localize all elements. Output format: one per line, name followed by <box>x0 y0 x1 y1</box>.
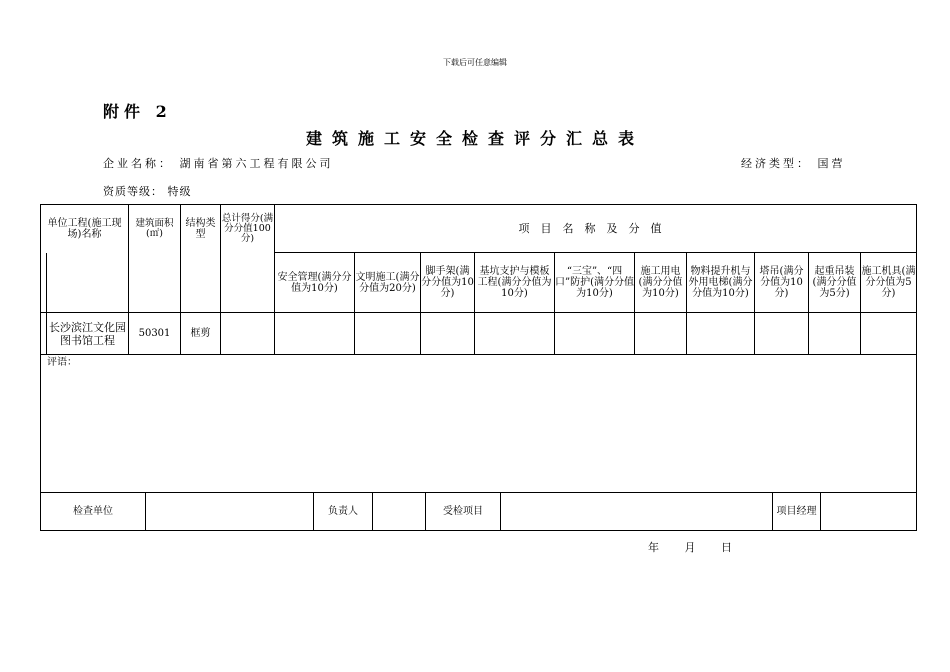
attachment-label: 附件 2 <box>103 102 172 121</box>
score-cell <box>687 313 755 355</box>
unit-name-header: 单位工程(施工现场)名称 <box>41 205 129 253</box>
qualification-line <box>103 183 192 199</box>
area-cell: 50301 <box>129 313 181 355</box>
economic-type-line <box>741 155 846 171</box>
enterprise-line <box>103 155 334 171</box>
item-header-tower-crane: 塔吊(满分分值为10分) <box>755 253 809 313</box>
summary-table <box>40 204 917 493</box>
item-header-row <box>41 253 917 313</box>
inspected-project-value <box>501 493 773 531</box>
score-cell <box>475 313 555 355</box>
inspected-project-label: 受检项目 <box>426 493 501 531</box>
empty-cell <box>129 253 181 313</box>
qualification-label: 资质等级： <box>103 185 163 198</box>
score-cell <box>755 313 809 355</box>
comment-label: 评语： <box>41 355 917 493</box>
item-header-machinery: 施工机具(满分分值为5分) <box>861 253 917 313</box>
empty-cell <box>47 253 129 313</box>
signature-row <box>41 493 917 531</box>
score-cell <box>355 313 421 355</box>
signature-table <box>40 492 917 531</box>
date-line: 年 月 日 <box>648 541 732 554</box>
economic-type-value: 国营 <box>817 157 846 170</box>
item-header-electricity: 施工用电(满分分值为10分) <box>635 253 687 313</box>
download-note: 下载后可任意编辑 <box>443 58 507 67</box>
responsible-value <box>373 493 426 531</box>
qualification-value: 特级 <box>167 185 192 198</box>
total-score-header: 总计得分(满分分值100分) <box>221 205 275 253</box>
project-items-header: 项目名称及分值 <box>275 205 917 253</box>
inspect-unit-label: 检查单位 <box>41 493 146 531</box>
project-manager-value <box>821 493 917 531</box>
item-header-scaffold: 脚手架(满分分值为10分) <box>421 253 475 313</box>
project-manager-label: 项目经理 <box>773 493 821 531</box>
enterprise-label: 企业名称： <box>103 157 173 170</box>
score-cell <box>861 313 917 355</box>
item-header-protection: “三宝”、“四口”防护(满分分值为10分) <box>555 253 635 313</box>
unit-name-cell: 长沙滨江文化园图书馆工程 <box>47 313 129 355</box>
item-header-hoist: 物料提升机与外用电梯(满分分值为10分) <box>687 253 755 313</box>
page-title: 建筑施工安全检查评分汇总表 <box>305 129 644 148</box>
total-score-cell <box>221 313 275 355</box>
economic-type-label: 经济类型： <box>741 157 811 170</box>
inspect-unit-value <box>146 493 314 531</box>
score-cell <box>275 313 355 355</box>
item-header-safety-mgmt: 安全管理(满分分值为10分) <box>275 253 355 313</box>
structure-header: 结构类型 <box>181 205 221 253</box>
score-cell <box>635 313 687 355</box>
responsible-label: 负责人 <box>314 493 373 531</box>
score-cell <box>555 313 635 355</box>
structure-cell: 框剪 <box>181 313 221 355</box>
table-header-row <box>41 205 917 253</box>
item-header-civilized: 文明施工(满分分值为20分) <box>355 253 421 313</box>
empty-cell <box>221 253 275 313</box>
table-row <box>41 313 917 355</box>
item-header-lifting: 起重吊装(满分分值为5分) <box>809 253 861 313</box>
item-header-foundation: 基坑支护与模板工程(满分分值为10分) <box>475 253 555 313</box>
empty-cell <box>181 253 221 313</box>
enterprise-value: 湖南省第六工程有限公司 <box>179 157 334 170</box>
area-header: 建筑面积(㎡) <box>129 205 181 253</box>
comment-row <box>41 355 917 493</box>
score-cell <box>809 313 861 355</box>
score-cell <box>421 313 475 355</box>
